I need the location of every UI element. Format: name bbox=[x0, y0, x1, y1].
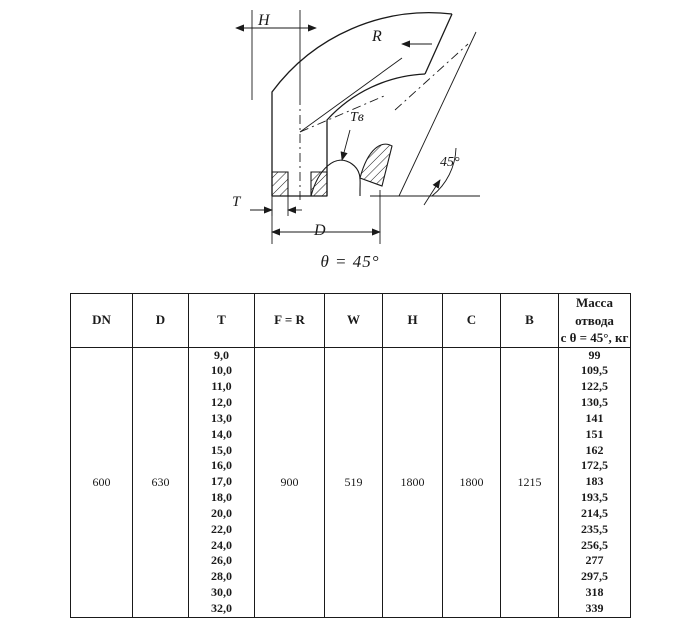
cell-b: 1215 bbox=[501, 347, 559, 617]
wall-thickness-value-7: 16,0 bbox=[211, 458, 232, 473]
header-c: C bbox=[443, 294, 501, 348]
mass-value-15: 318 bbox=[585, 585, 604, 600]
wall-thickness-value-10: 20,0 bbox=[211, 505, 232, 520]
cell-dn: 600 bbox=[71, 347, 133, 617]
wall-thickness-value-15: 30,0 bbox=[211, 585, 232, 600]
cell-c: 1800 bbox=[443, 347, 501, 617]
mass-value-16: 339 bbox=[585, 600, 604, 615]
mass-value-1: 109,5 bbox=[581, 363, 608, 378]
cell-d: 630 bbox=[133, 347, 189, 617]
label-angle-45: 45° bbox=[440, 155, 460, 170]
section-hatching bbox=[272, 144, 392, 196]
mass-value-13: 277 bbox=[585, 553, 604, 568]
angle-arrow bbox=[424, 180, 440, 205]
cell-mass-list bbox=[559, 347, 631, 617]
header-mass-line1: Масса отвода bbox=[575, 295, 614, 328]
wall-thickness-value-6: 15,0 bbox=[211, 442, 232, 457]
wall-thickness-value-12: 24,0 bbox=[211, 537, 232, 552]
mass-value-3: 130,5 bbox=[581, 395, 608, 410]
table-row bbox=[71, 347, 631, 617]
mass-value-6: 162 bbox=[585, 442, 604, 457]
label-d: D bbox=[314, 222, 326, 239]
mass-value-11: 235,5 bbox=[581, 521, 608, 536]
dimension-r bbox=[300, 44, 432, 132]
header-mass-line2: с θ = 45°, кг bbox=[560, 330, 629, 346]
mass-value-12: 256,5 bbox=[581, 537, 608, 552]
mass-value-2: 122,5 bbox=[581, 379, 608, 394]
mass-value-8: 183 bbox=[585, 474, 604, 489]
wall-thickness-value-3: 12,0 bbox=[211, 395, 232, 410]
header-dn: DN bbox=[71, 294, 133, 348]
header-h: H bbox=[383, 294, 443, 348]
cell-h: 1800 bbox=[383, 347, 443, 617]
header-t: T bbox=[189, 294, 255, 348]
specification-table-wrapper bbox=[70, 293, 630, 618]
table-header-row bbox=[71, 294, 631, 348]
wall-thickness-value-8: 17,0 bbox=[211, 474, 232, 489]
mass-value-0: 99 bbox=[588, 347, 601, 362]
wall-thickness-value-4: 13,0 bbox=[211, 410, 232, 425]
leader-tv bbox=[342, 130, 350, 160]
elbow-body bbox=[272, 13, 452, 196]
label-h: H bbox=[258, 12, 270, 29]
mass-value-5: 151 bbox=[585, 426, 604, 441]
wall-thickness-value-16: 32,0 bbox=[211, 600, 232, 615]
cell-w: 519 bbox=[325, 347, 383, 617]
mass-value-10: 214,5 bbox=[581, 505, 608, 520]
wall-thickness-value-0: 9,0 bbox=[214, 347, 229, 362]
drawing-caption: θ = 45° bbox=[320, 252, 380, 271]
specification-table bbox=[70, 293, 631, 618]
angle-construction bbox=[370, 32, 480, 196]
header-mass bbox=[559, 294, 631, 348]
wall-thickness-value-13: 26,0 bbox=[211, 553, 232, 568]
wall-thickness-value-11: 22,0 bbox=[211, 521, 232, 536]
cell-f-r: 900 bbox=[255, 347, 325, 617]
header-b: B bbox=[501, 294, 559, 348]
elbow-technical-drawing bbox=[0, 0, 700, 288]
dimension-t bbox=[250, 196, 302, 216]
header-d: D bbox=[133, 294, 189, 348]
label-r: R bbox=[372, 28, 382, 45]
label-t: T bbox=[232, 194, 241, 210]
wall-thickness-value-14: 28,0 bbox=[211, 569, 232, 584]
mass-value-9: 193,5 bbox=[581, 490, 608, 505]
cell-t-list bbox=[189, 347, 255, 617]
mass-value-7: 172,5 bbox=[581, 458, 608, 473]
mass-value-14: 297,5 bbox=[581, 569, 608, 584]
header-f-r: F = R bbox=[255, 294, 325, 348]
label-tv: Tв bbox=[350, 110, 364, 125]
wall-thickness-value-2: 11,0 bbox=[211, 379, 232, 394]
wall-thickness-value-5: 14,0 bbox=[211, 426, 232, 441]
header-w: W bbox=[325, 294, 383, 348]
drawing-svg bbox=[0, 0, 700, 288]
mass-value-4: 141 bbox=[585, 410, 604, 425]
wall-thickness-value-1: 10,0 bbox=[211, 363, 232, 378]
wall-thickness-value-9: 18,0 bbox=[211, 490, 232, 505]
